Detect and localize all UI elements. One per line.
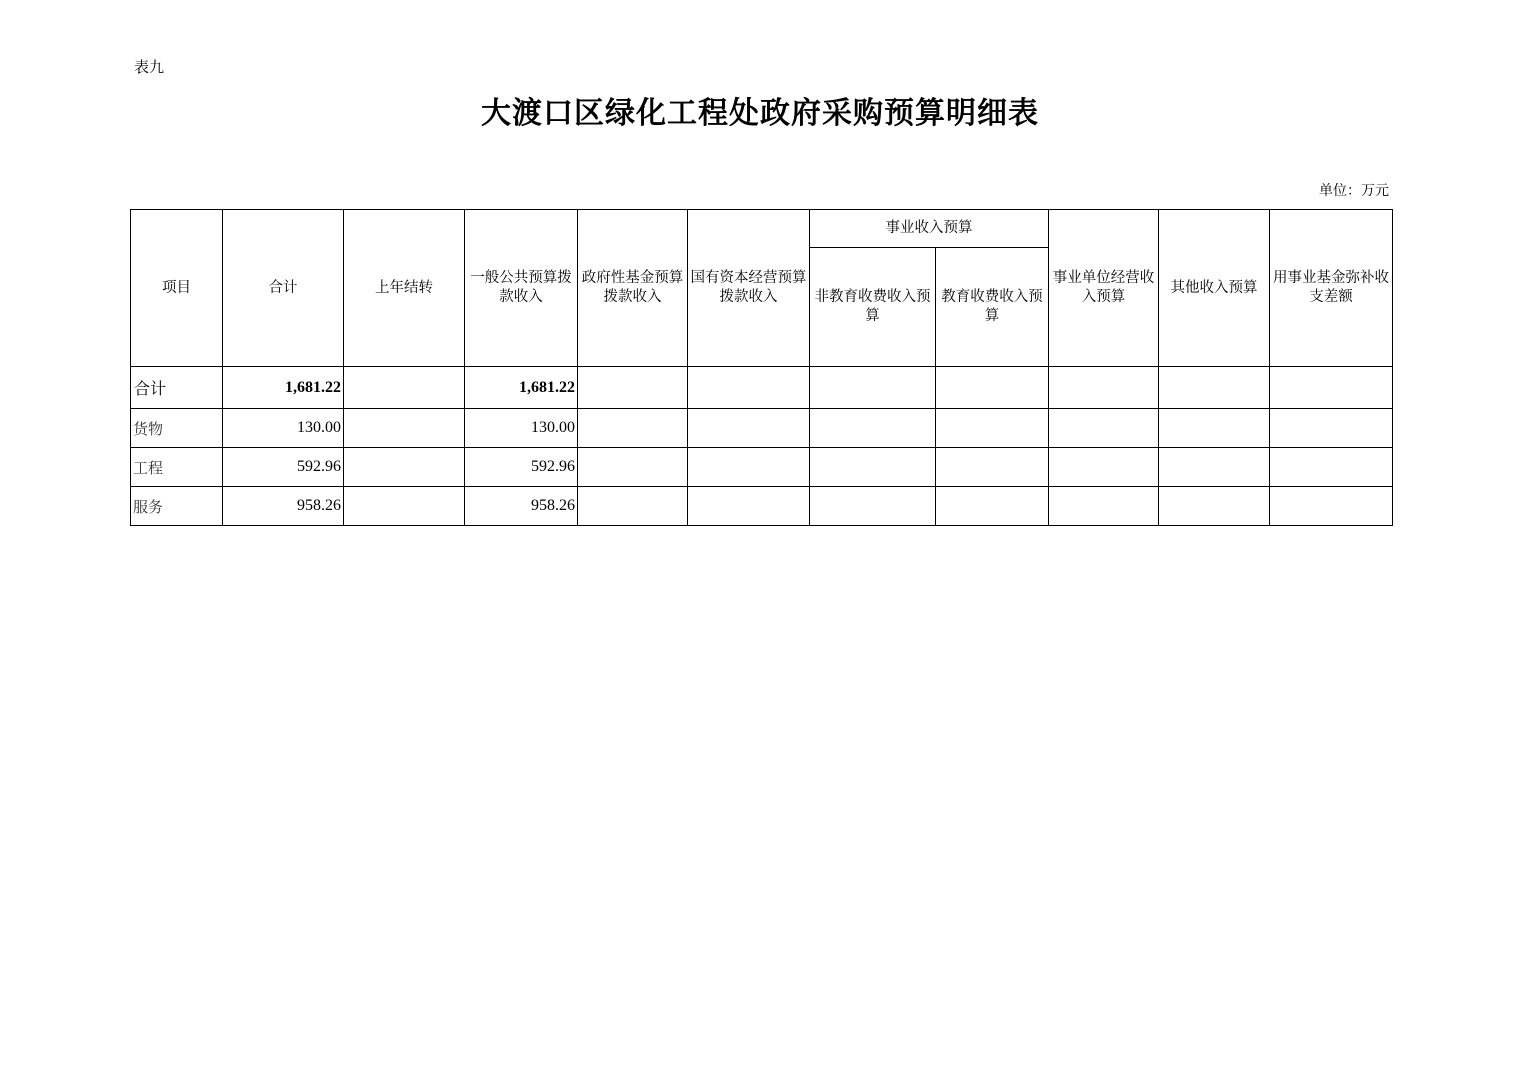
cell-fund: [1270, 487, 1393, 526]
header-total: 合计: [223, 210, 344, 367]
cell-operating: [1049, 409, 1159, 448]
cell-state-capital: [688, 448, 810, 487]
cell-total: 592.96: [223, 448, 344, 487]
row-name: 货物: [131, 409, 223, 448]
cell-edu: [936, 367, 1049, 409]
header-non-education-fee: 非教育收费收入预算: [810, 248, 936, 367]
cell-operating: [1049, 448, 1159, 487]
cell-gov-fund: [578, 367, 688, 409]
header-gov-fund-budget: 政府性基金预算拨款收入: [578, 210, 688, 367]
page-title: 大渡口区绿化工程处政府采购预算明细表: [481, 96, 1039, 131]
cell-total: 130.00: [223, 409, 344, 448]
cell-non-edu: [810, 448, 936, 487]
table-row: [131, 409, 1393, 448]
cell-other: [1159, 367, 1270, 409]
header-fund-supplement: 用事业基金弥补收支差额: [1270, 210, 1393, 367]
cell-carryover: [344, 409, 465, 448]
header-state-capital-budget: 国有资本经营预算拨款收入: [688, 210, 810, 367]
header-item: 项目: [131, 210, 223, 367]
unit-label: 单位：万元: [1319, 183, 1389, 199]
row-name: 工程: [131, 448, 223, 487]
cell-non-edu: [810, 487, 936, 526]
cell-other: [1159, 487, 1270, 526]
cell-non-edu: [810, 367, 936, 409]
header-education-fee: 教育收费收入预算: [936, 248, 1049, 367]
cell-fund: [1270, 448, 1393, 487]
cell-edu: [936, 409, 1049, 448]
cell-other: [1159, 409, 1270, 448]
cell-edu: [936, 487, 1049, 526]
cell-gov-fund: [578, 448, 688, 487]
cell-general: 130.00: [465, 409, 578, 448]
cell-general: 592.96: [465, 448, 578, 487]
cell-state-capital: [688, 487, 810, 526]
cell-fund: [1270, 367, 1393, 409]
cell-operating: [1049, 367, 1159, 409]
cell-general: 1,681.22: [465, 367, 578, 409]
procurement-budget-table: [130, 209, 1393, 526]
cell-state-capital: [688, 409, 810, 448]
header-business-income-budget: 事业收入预算: [810, 210, 1049, 248]
row-name: 服务: [131, 487, 223, 526]
cell-edu: [936, 448, 1049, 487]
cell-gov-fund: [578, 409, 688, 448]
table-row-total: [131, 367, 1393, 409]
cell-gov-fund: [578, 487, 688, 526]
cell-carryover: [344, 367, 465, 409]
header-general-public-budget: 一般公共预算拨款收入: [465, 210, 578, 367]
cell-total: 958.26: [223, 487, 344, 526]
row-name: 合计: [131, 367, 223, 409]
cell-state-capital: [688, 367, 810, 409]
cell-non-edu: [810, 409, 936, 448]
table-row: [131, 487, 1393, 526]
cell-general: 958.26: [465, 487, 578, 526]
cell-fund: [1270, 409, 1393, 448]
table-row: [131, 448, 1393, 487]
cell-operating: [1049, 487, 1159, 526]
cell-total: 1,681.22: [223, 367, 344, 409]
header-institution-operating-income: 事业单位经营收入预算: [1049, 210, 1159, 367]
header-other-income: 其他收入预算: [1159, 210, 1270, 367]
cell-carryover: [344, 487, 465, 526]
header-last-year-carryover: 上年结转: [344, 210, 465, 367]
cell-other: [1159, 448, 1270, 487]
table-number-label: 表九: [134, 58, 165, 76]
cell-carryover: [344, 448, 465, 487]
